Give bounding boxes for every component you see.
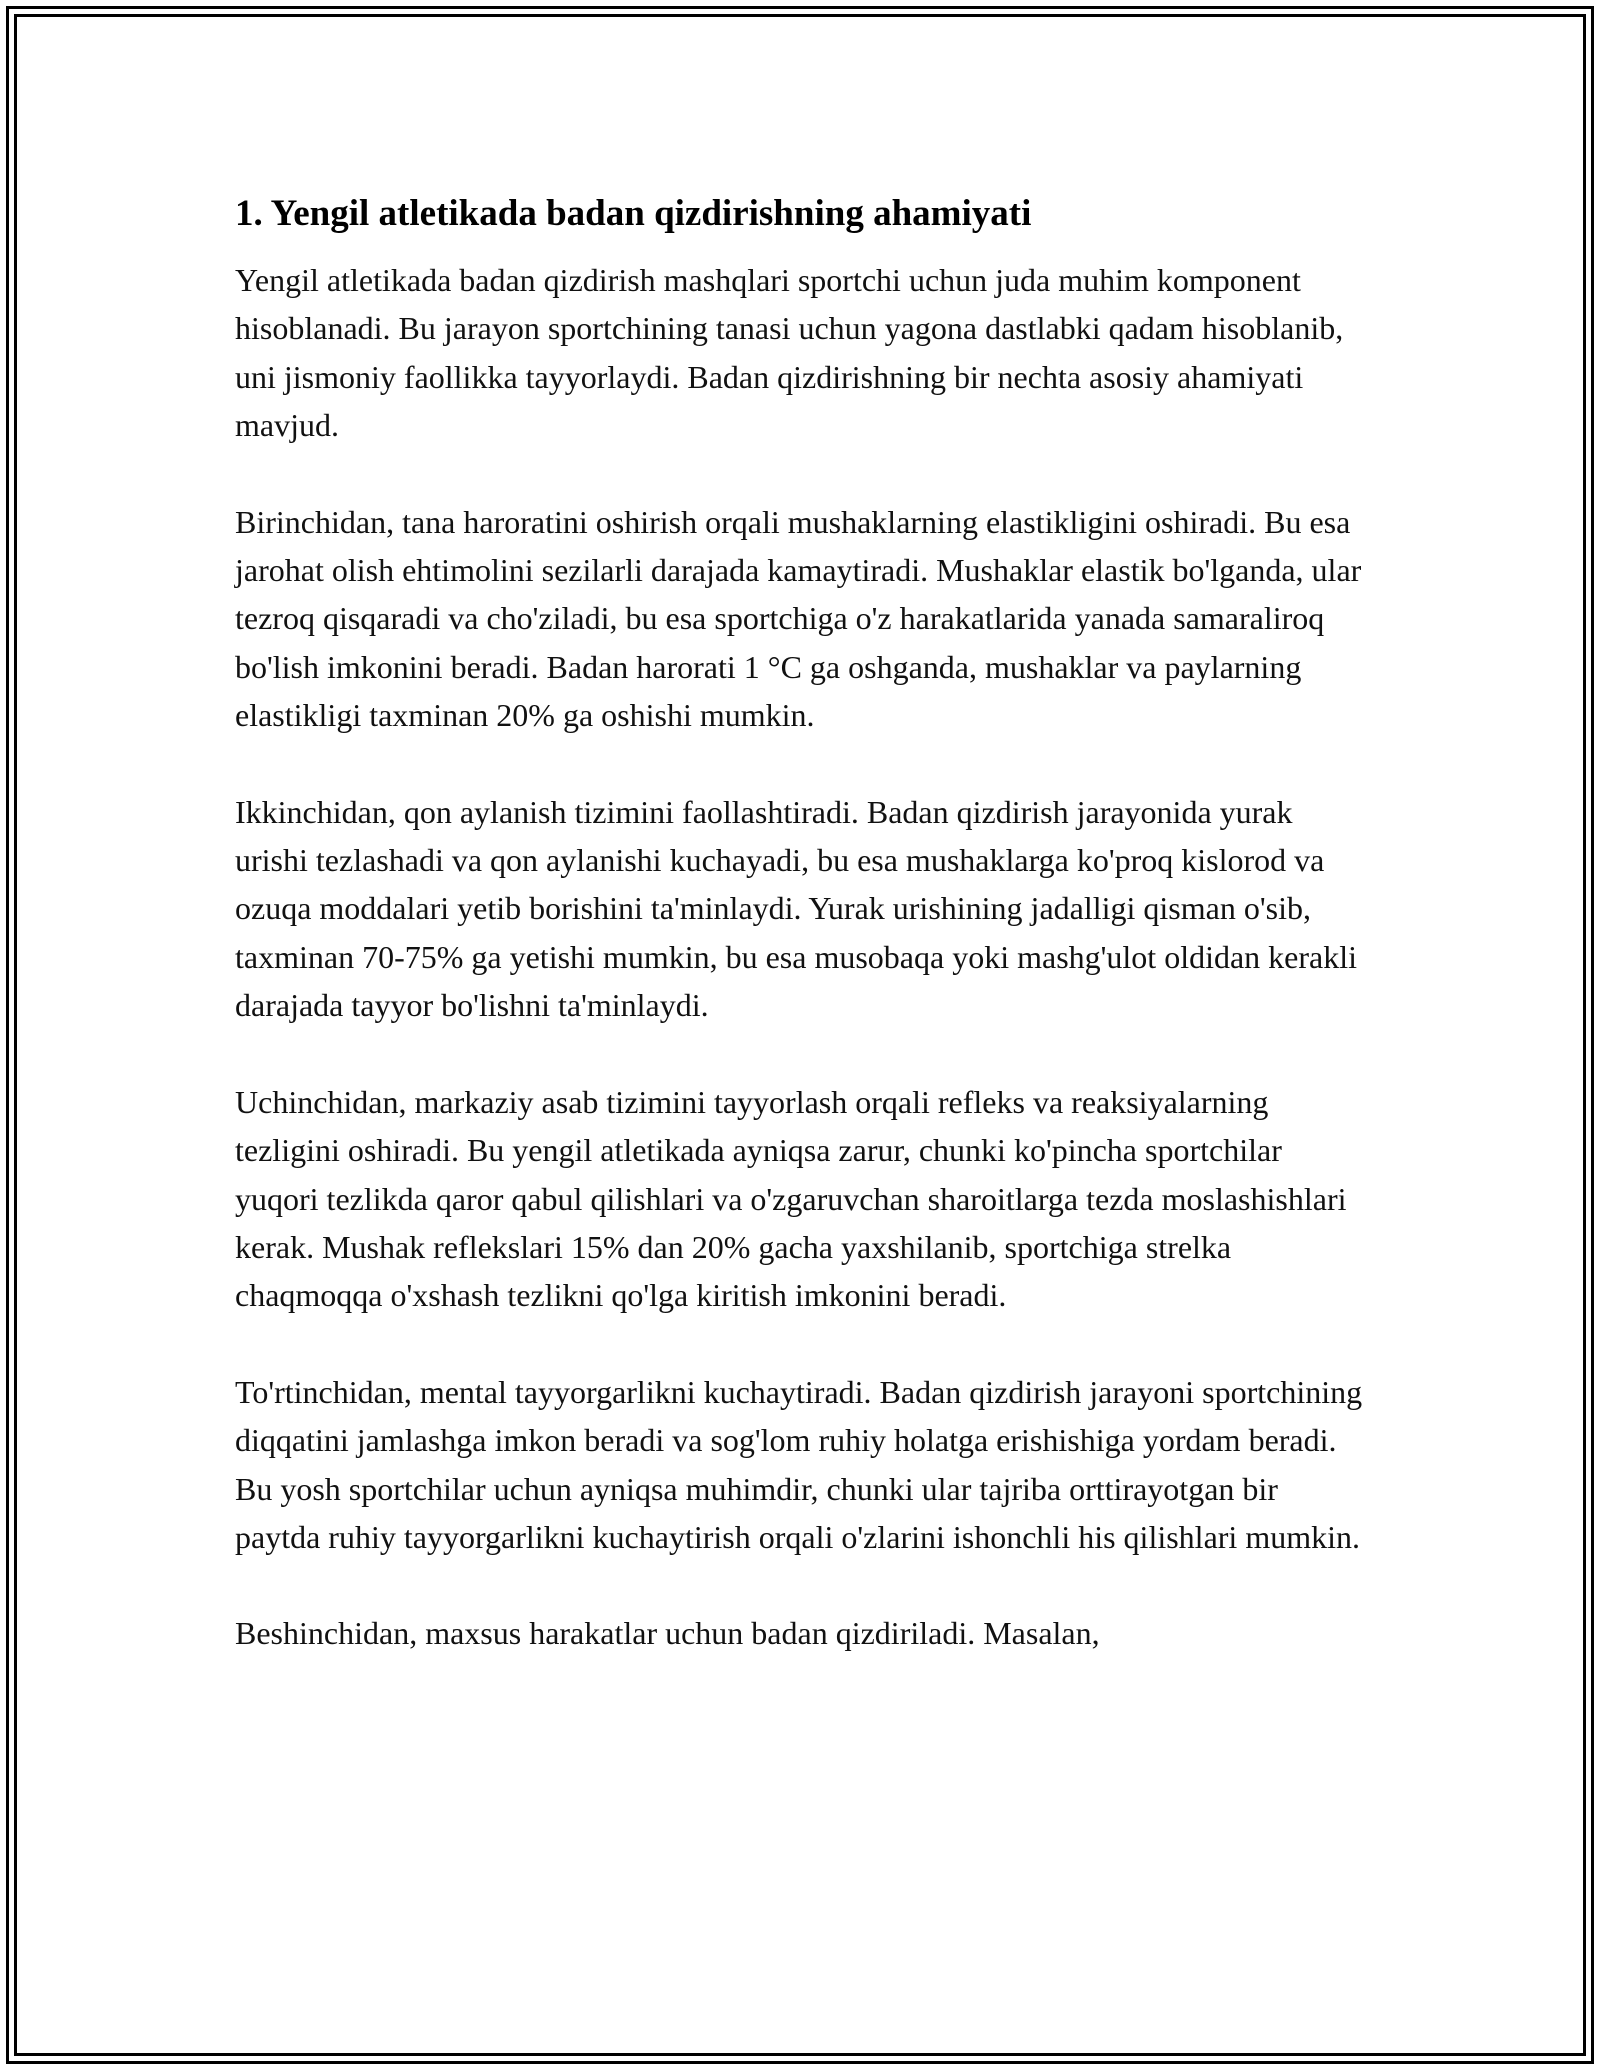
paragraph-third-point: Uchinchidan, markaziy asab tizimini tayyorlash orqali refleks va reaksiyalarning tezligini oshiradi. Bu yengil atletikada ayniqsa zarur, chunki ko'pincha sportchilar yuqori tezlikda qaror qabul qilishlari va o'zgaruvchan sharoitlarga tezda moslashishlari kerak. Mushak reflekslari 15% dan 20% gacha yaxshilanib, sportchiga strelka chaqmoqqa o'xshash tezlikni qo'lga kiritish imkonini beradi. bbox=[235, 1083, 1347, 1314]
section-heading: 1. Yengil atletikada badan qizdirishning ahamiyati bbox=[235, 193, 1032, 234]
paragraph-fourth-point: To'rtinchidan, mental tayyorgarlikni kuchaytiradi. Badan qizdirish jarayoni sportchining diqqatini jamlashga imkon beradi va sog'lom ruhiy holatga erishishiga yordam beradi. Bu yosh sportchilar uchun ayniqsa muhimdir, chunki ular tajriba orttirayotgan bir paytda ruhiy tayyorgarlikni kuchaytirish orqali o'zlarini ishonchli his qilishlari mumkin. bbox=[235, 1373, 1363, 1555]
paragraph-fifth-point: Beshinchidan, maxsus harakatlar uchun badan qizdiriladi. Masalan, bbox=[235, 1615, 1100, 1652]
paragraph-second-point: Ikkinchidan, qon aylanish tizimini faollashtiradi. Badan qizdirish jarayonida yurak urishi tezlashadi va qon aylanishi kuchayadi, bu esa mushaklarga ko'proq kislorod va ozuqa moddalari yetib borishini ta'minlaydi. Yurak urishining jadalligi qisman o'sib, taxminan 70-75% ga yetishi mumkin, bu esa musobaqa yoki mashg'ulot oldidan kerakli darajada tayyor bo'lishni ta'minlaydi. bbox=[235, 793, 1358, 1024]
paragraph-intro: Yengil atletikada badan qizdirish mashqlari sportchi uchun juda muhim komponent hisoblanadi. Bu jarayon sportchining tanasi uchun yagona dastlabki qadam hisoblanib, uni jismoniy faollikka tayyorlaydi. Badan qizdirishning bir nechta asosiy ahamiyati mavjud. bbox=[235, 262, 1344, 444]
paragraph-first-point: Birinchidan, tana haroratini oshirish orqali mushaklarning elastikligini oshiradi. Bu esa jarohat olish ehtimolini sezilarli darajada kamaytiradi. Mushaklar elastik bo'lganda, ular tezroq qisqaradi va cho'ziladi, bu esa sportchiga o'z harakatlarida yanada samaraliroq bo'lish imkonini beradi. Badan harorati 1 °C ga oshganda, mushaklar va paylarning elastikligi taxminan 20% ga oshishi mumkin. bbox=[235, 503, 1362, 734]
document-body bbox=[235, 188, 1370, 1706]
